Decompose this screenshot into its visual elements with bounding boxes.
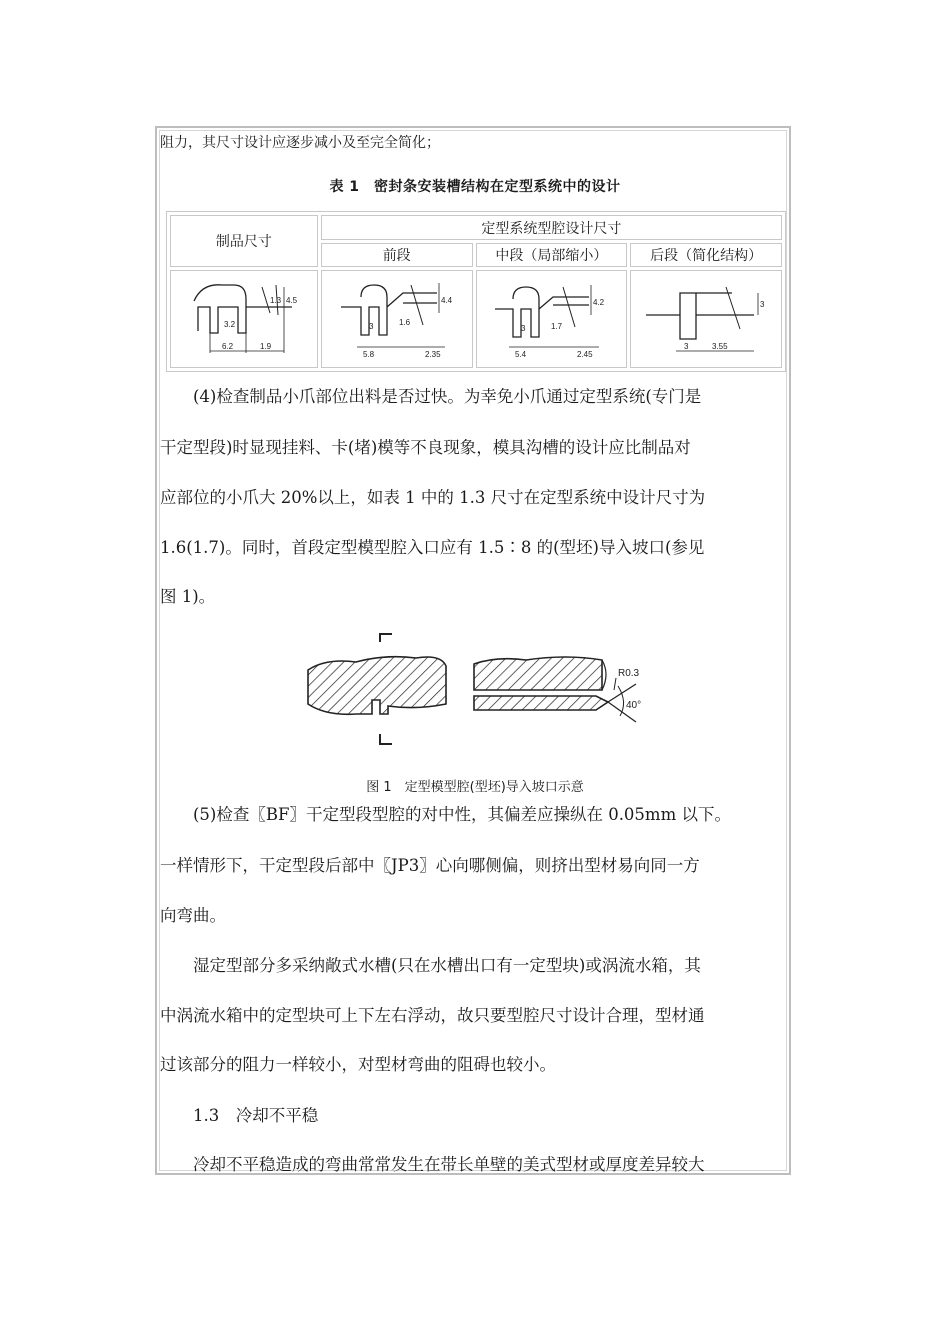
product-size-cell: [170, 270, 318, 368]
para4-line-5: 图 1)。: [160, 587, 216, 606]
para5-line-1: (5)检查〖BF〗干定型段型腔的对中性，其偏差应操纵在 0.05mm 以下。: [160, 805, 731, 824]
dim-label: 3.2: [223, 320, 236, 329]
para5-line-3: 向弯曲。: [160, 906, 226, 925]
table1-caption: 表 1 密封条安装槽结构在定型系统中的设计: [329, 179, 621, 195]
dim-label: 2.35: [424, 350, 441, 359]
header-product-size: 制品尺寸: [170, 215, 318, 267]
section-heading: 1.3 冷却不平稳: [160, 1106, 319, 1125]
dim-label: 1.7: [551, 322, 563, 331]
intro-line: 阻力，其尺寸设计应逐步减小及至完全简化；: [160, 135, 440, 151]
product-size-drawing: [174, 273, 314, 365]
dim-label: 3: [760, 300, 765, 309]
dim-label: 3: [521, 324, 526, 333]
dim-label: 1.9: [259, 342, 272, 351]
figure1-drawing: [296, 630, 676, 750]
angle-label: 40°: [626, 700, 642, 711]
dim-label: 4.4: [440, 296, 452, 305]
rear-section-drawing: [636, 273, 776, 365]
header-cavity-design: 定型系统型腔设计尺寸: [321, 215, 782, 240]
dim-label: 5.8: [362, 350, 374, 359]
dim-label: 3: [368, 322, 374, 331]
front-section-drawing: [327, 273, 467, 365]
para4-line-2: 干定型段)时显现挂料、卡(堵)模等不良现象，模具沟槽的设计应比制品对: [160, 438, 691, 457]
radius-label: R0.3: [618, 668, 640, 679]
dim-label: 6.2: [221, 342, 234, 351]
subheader-middle: 中段（局部缩小）: [476, 243, 628, 267]
dim-label: 1.3: [269, 296, 282, 305]
para6-line-2: 中涡流水箱中的定型块可上下左右浮动，故只要型腔尺寸设计合理，型材通: [160, 1006, 705, 1025]
dim-label: 2.45: [577, 350, 593, 359]
dim-label: 3: [684, 342, 689, 351]
subheader-front: 前段: [321, 243, 473, 267]
figure1-caption: 图 1 定型模型腔(型坯)导入坡口示意: [366, 780, 584, 795]
dim-label: 4.5: [285, 296, 298, 305]
middle-section-drawing: [481, 273, 621, 365]
para7-line-1: 冷却不平稳造成的弯曲常常发生在带长单壁的美式型材或厚度差异较大: [160, 1155, 705, 1174]
subheader-rear: 后段（简化结构）: [630, 243, 782, 267]
dim-label: 4.2: [593, 298, 605, 307]
rear-section-cell: [630, 270, 782, 368]
front-section-cell: [321, 270, 473, 368]
table1: [166, 211, 786, 372]
para6-line-3: 过该部分的阻力一样较小，对型材弯曲的阻碍也较小。: [160, 1055, 556, 1074]
dim-label: 5.4: [515, 350, 527, 359]
dim-label: 1.6: [398, 318, 410, 327]
para5-line-2: 一样情形下，干定型段后部中〖JP3〗心向哪侧偏，则挤出型材易向同一方: [160, 856, 700, 875]
para6-line-1: 湿定型部分多采纳敞式水槽(只在水槽出口有一定型块)或涡流水箱，其: [160, 956, 701, 975]
para4-line-3: 应部位的小爪大 20%以上，如表 1 中的 1.3 尺寸在定型系统中设计尺寸为: [160, 488, 706, 507]
middle-section-cell: [476, 270, 628, 368]
para4-line-1: (4)检查制品小爪部位出料是否过快。为幸免小爪通过定型系统(专门是: [160, 387, 702, 406]
dim-label: 3.55: [712, 342, 728, 351]
para4-line-4: 1.6(1.7)。同时，首段定型模型腔入口应有 1.5∶8 的(型坯)导入坡口(参见: [160, 538, 705, 557]
